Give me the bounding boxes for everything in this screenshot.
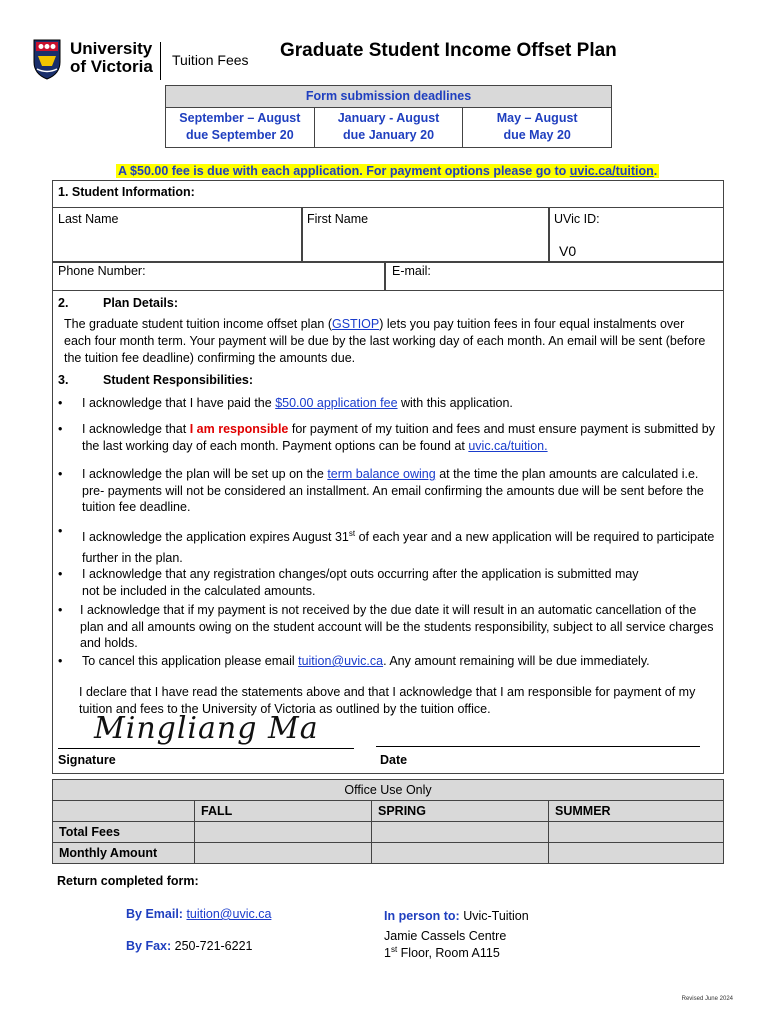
deadline-term-fall xyxy=(166,108,314,147)
item3-text-b: at the time the plan amounts are calculated i.e. pre- payments will not be considered an installment. An email confirming the amounts due will be sent before the tuition fee deadline. xyxy=(82,467,704,514)
unit-name: Tuition Fees xyxy=(172,52,249,68)
crest-icon xyxy=(32,38,62,80)
office-blank-cell xyxy=(53,801,195,822)
building-name: Jamie Cassels Centre xyxy=(384,929,507,943)
deadline-row xyxy=(166,107,611,147)
section2-title: Plan Details: xyxy=(103,296,179,310)
col-spring: SPRING xyxy=(372,801,549,822)
signature-label: Signature xyxy=(58,753,116,767)
date-label: Date xyxy=(380,753,408,767)
last-name-label: Last Name xyxy=(58,212,119,226)
cancel-email-link[interactable]: tuition@uvic.ca xyxy=(298,654,384,668)
deadline-due: due May 20 xyxy=(503,128,571,142)
deadline-table xyxy=(165,85,612,148)
deadline-range: September – August xyxy=(179,111,301,125)
return-fax xyxy=(126,939,253,953)
floor-rest: Floor, Room A115 xyxy=(397,946,500,961)
item1-text-a: I acknowledge that I have paid the xyxy=(82,396,276,410)
fee-notice-end: . xyxy=(653,164,658,178)
fax-number: 250-721-6221 xyxy=(174,939,253,953)
deadline-term-summer xyxy=(462,108,611,147)
bullet-icon: • xyxy=(58,567,63,581)
uvic-id-label: UVic ID: xyxy=(554,212,600,226)
first-name-label: First Name xyxy=(307,212,369,226)
bullet-icon: • xyxy=(58,422,63,436)
signature-line xyxy=(58,748,354,749)
table-row xyxy=(53,843,724,864)
responsibility-item-1 xyxy=(82,395,722,412)
plan-para-a: The graduate student tuition income offset plan ( xyxy=(64,317,332,331)
deadline-range: May – August xyxy=(496,111,578,125)
fee-notice xyxy=(116,164,659,178)
item2-text-a: I acknowledge that xyxy=(82,422,190,436)
item7-text-a: To cancel this application please email xyxy=(82,654,299,668)
office-use-heading: Office Use Only xyxy=(53,780,724,801)
responsibility-item-5: I acknowledge that any registration changes/opt outs occurring after the application is submitted may not be included in the calculated amounts. xyxy=(82,567,639,598)
return-email xyxy=(126,907,271,921)
signature-value: Mingliang Ma xyxy=(94,711,319,746)
office-cell xyxy=(549,822,724,843)
deadline-heading: Form submission deadlines xyxy=(166,86,611,107)
plan-para-b: ) lets you pay tuition fees in four equal instalments over each four month term. Your payment will be due by the last working day of each month. An email will be sent (before the tuition fee deadline) confirming the amounts due. xyxy=(64,317,706,365)
declaration: I declare that I have read the statements above and that I acknowledge that I am responsible for payment of my tuition and fees to the University of Victoria as outlined by the tuition office. xyxy=(79,685,696,716)
phone-field[interactable] xyxy=(52,261,386,291)
tuition-link[interactable]: uvic.ca/tuition xyxy=(569,164,654,178)
last-name-field[interactable] xyxy=(52,207,303,263)
email-label: By Email: xyxy=(126,907,183,921)
fax-label: By Fax: xyxy=(126,939,172,953)
section2-number: 2. xyxy=(58,296,69,310)
term-balance-link[interactable]: term balance owing xyxy=(327,467,436,481)
bullet-icon: • xyxy=(58,396,63,410)
item7-text-b: . Any amount remaining will be due immediately. xyxy=(383,654,650,668)
section1-title: 1. Student Information: xyxy=(58,185,195,199)
responsibility-item-4 xyxy=(82,523,722,569)
item4-text-a: I acknowledge the application expires August 31 xyxy=(82,530,349,545)
return-heading: Return completed form: xyxy=(57,874,199,888)
deadline-due: due January 20 xyxy=(343,128,435,142)
uvic-id-value: V0 xyxy=(559,243,577,259)
item3-text-a: I acknowledge the plan will be set up on the xyxy=(82,467,328,481)
row-total-fees: Total Fees xyxy=(53,822,195,843)
bullet-icon: • xyxy=(58,467,63,481)
col-summer: SUMMER xyxy=(549,801,724,822)
office-cell xyxy=(195,822,372,843)
fee-notice-text: A $50.00 fee is due with each application. For payment options please go to xyxy=(118,164,570,178)
responsible-emphasis: I am responsible xyxy=(189,422,289,436)
gstiop-link[interactable]: GSTIOP xyxy=(332,317,380,331)
deadline-term-spring xyxy=(314,108,463,147)
university-name xyxy=(70,40,153,76)
responsibility-item-6: I acknowledge that if my payment is not received by the due date it will result in an automatic cancellation of the plan and all amounts owing on the student account will be the students responsibility, subject to all service charges and holds. xyxy=(80,603,714,650)
section1-header xyxy=(52,180,724,208)
uvic-id-field[interactable] xyxy=(548,207,724,263)
floor-sup: st xyxy=(390,945,398,954)
university-name-line1: University xyxy=(70,39,153,58)
responsibility-item-7 xyxy=(82,653,722,670)
floor-number: 1 xyxy=(384,946,391,961)
application-fee-link[interactable]: $50.00 application fee xyxy=(275,396,398,410)
first-name-field[interactable] xyxy=(301,207,550,263)
university-name-line2: of Victoria xyxy=(70,57,153,76)
return-in-person xyxy=(384,909,529,923)
responsibility-item-3 xyxy=(82,466,722,516)
in-person-label: In person to: xyxy=(384,909,460,923)
section3-number: 3. xyxy=(58,373,69,387)
in-person-org: Uvic-Tuition xyxy=(463,909,529,923)
item1-text-b: with this application. xyxy=(397,396,513,410)
room-location xyxy=(384,945,500,960)
phone-label: Phone Number: xyxy=(58,264,146,278)
office-cell xyxy=(372,843,549,864)
deadline-due: due September 20 xyxy=(185,128,294,142)
item4-text-b: of each year and a new application will be required to participate further in the plan. xyxy=(82,530,715,566)
deadline-range: January - August xyxy=(337,111,440,125)
office-cell xyxy=(195,843,372,864)
item4-sup: st xyxy=(348,529,356,538)
payment-options-link[interactable]: uvic.ca/tuition. xyxy=(468,438,548,453)
table-row xyxy=(53,822,724,843)
row-monthly-amount: Monthly Amount xyxy=(53,843,195,864)
email-label: E-mail: xyxy=(392,264,431,278)
date-line[interactable] xyxy=(376,746,700,747)
return-email-link[interactable]: tuition@uvic.ca xyxy=(186,907,272,921)
item2-text-b: for payment of my tuition and fees and must ensure payment is submitted by the last working day of each month. Payment options can be found at xyxy=(82,422,715,453)
responsibility-item-2 xyxy=(82,421,722,454)
office-cell xyxy=(372,822,549,843)
office-use-table xyxy=(52,779,724,864)
email-field[interactable] xyxy=(384,261,724,291)
page-title: Graduate Student Income Offset Plan xyxy=(280,40,617,61)
plan-details-paragraph xyxy=(64,316,714,367)
section3-title: Student Responsibilities: xyxy=(103,373,254,387)
logo-divider xyxy=(160,42,161,80)
bullet-icon: • xyxy=(58,654,63,668)
col-fall: FALL xyxy=(195,801,372,822)
office-header-row xyxy=(53,801,724,822)
bullet-icon: • xyxy=(58,603,63,617)
university-logo xyxy=(32,38,262,86)
office-cell xyxy=(549,843,724,864)
bullet-icon: • xyxy=(58,524,63,538)
revised-date: Revised June 2024 xyxy=(681,996,733,1002)
